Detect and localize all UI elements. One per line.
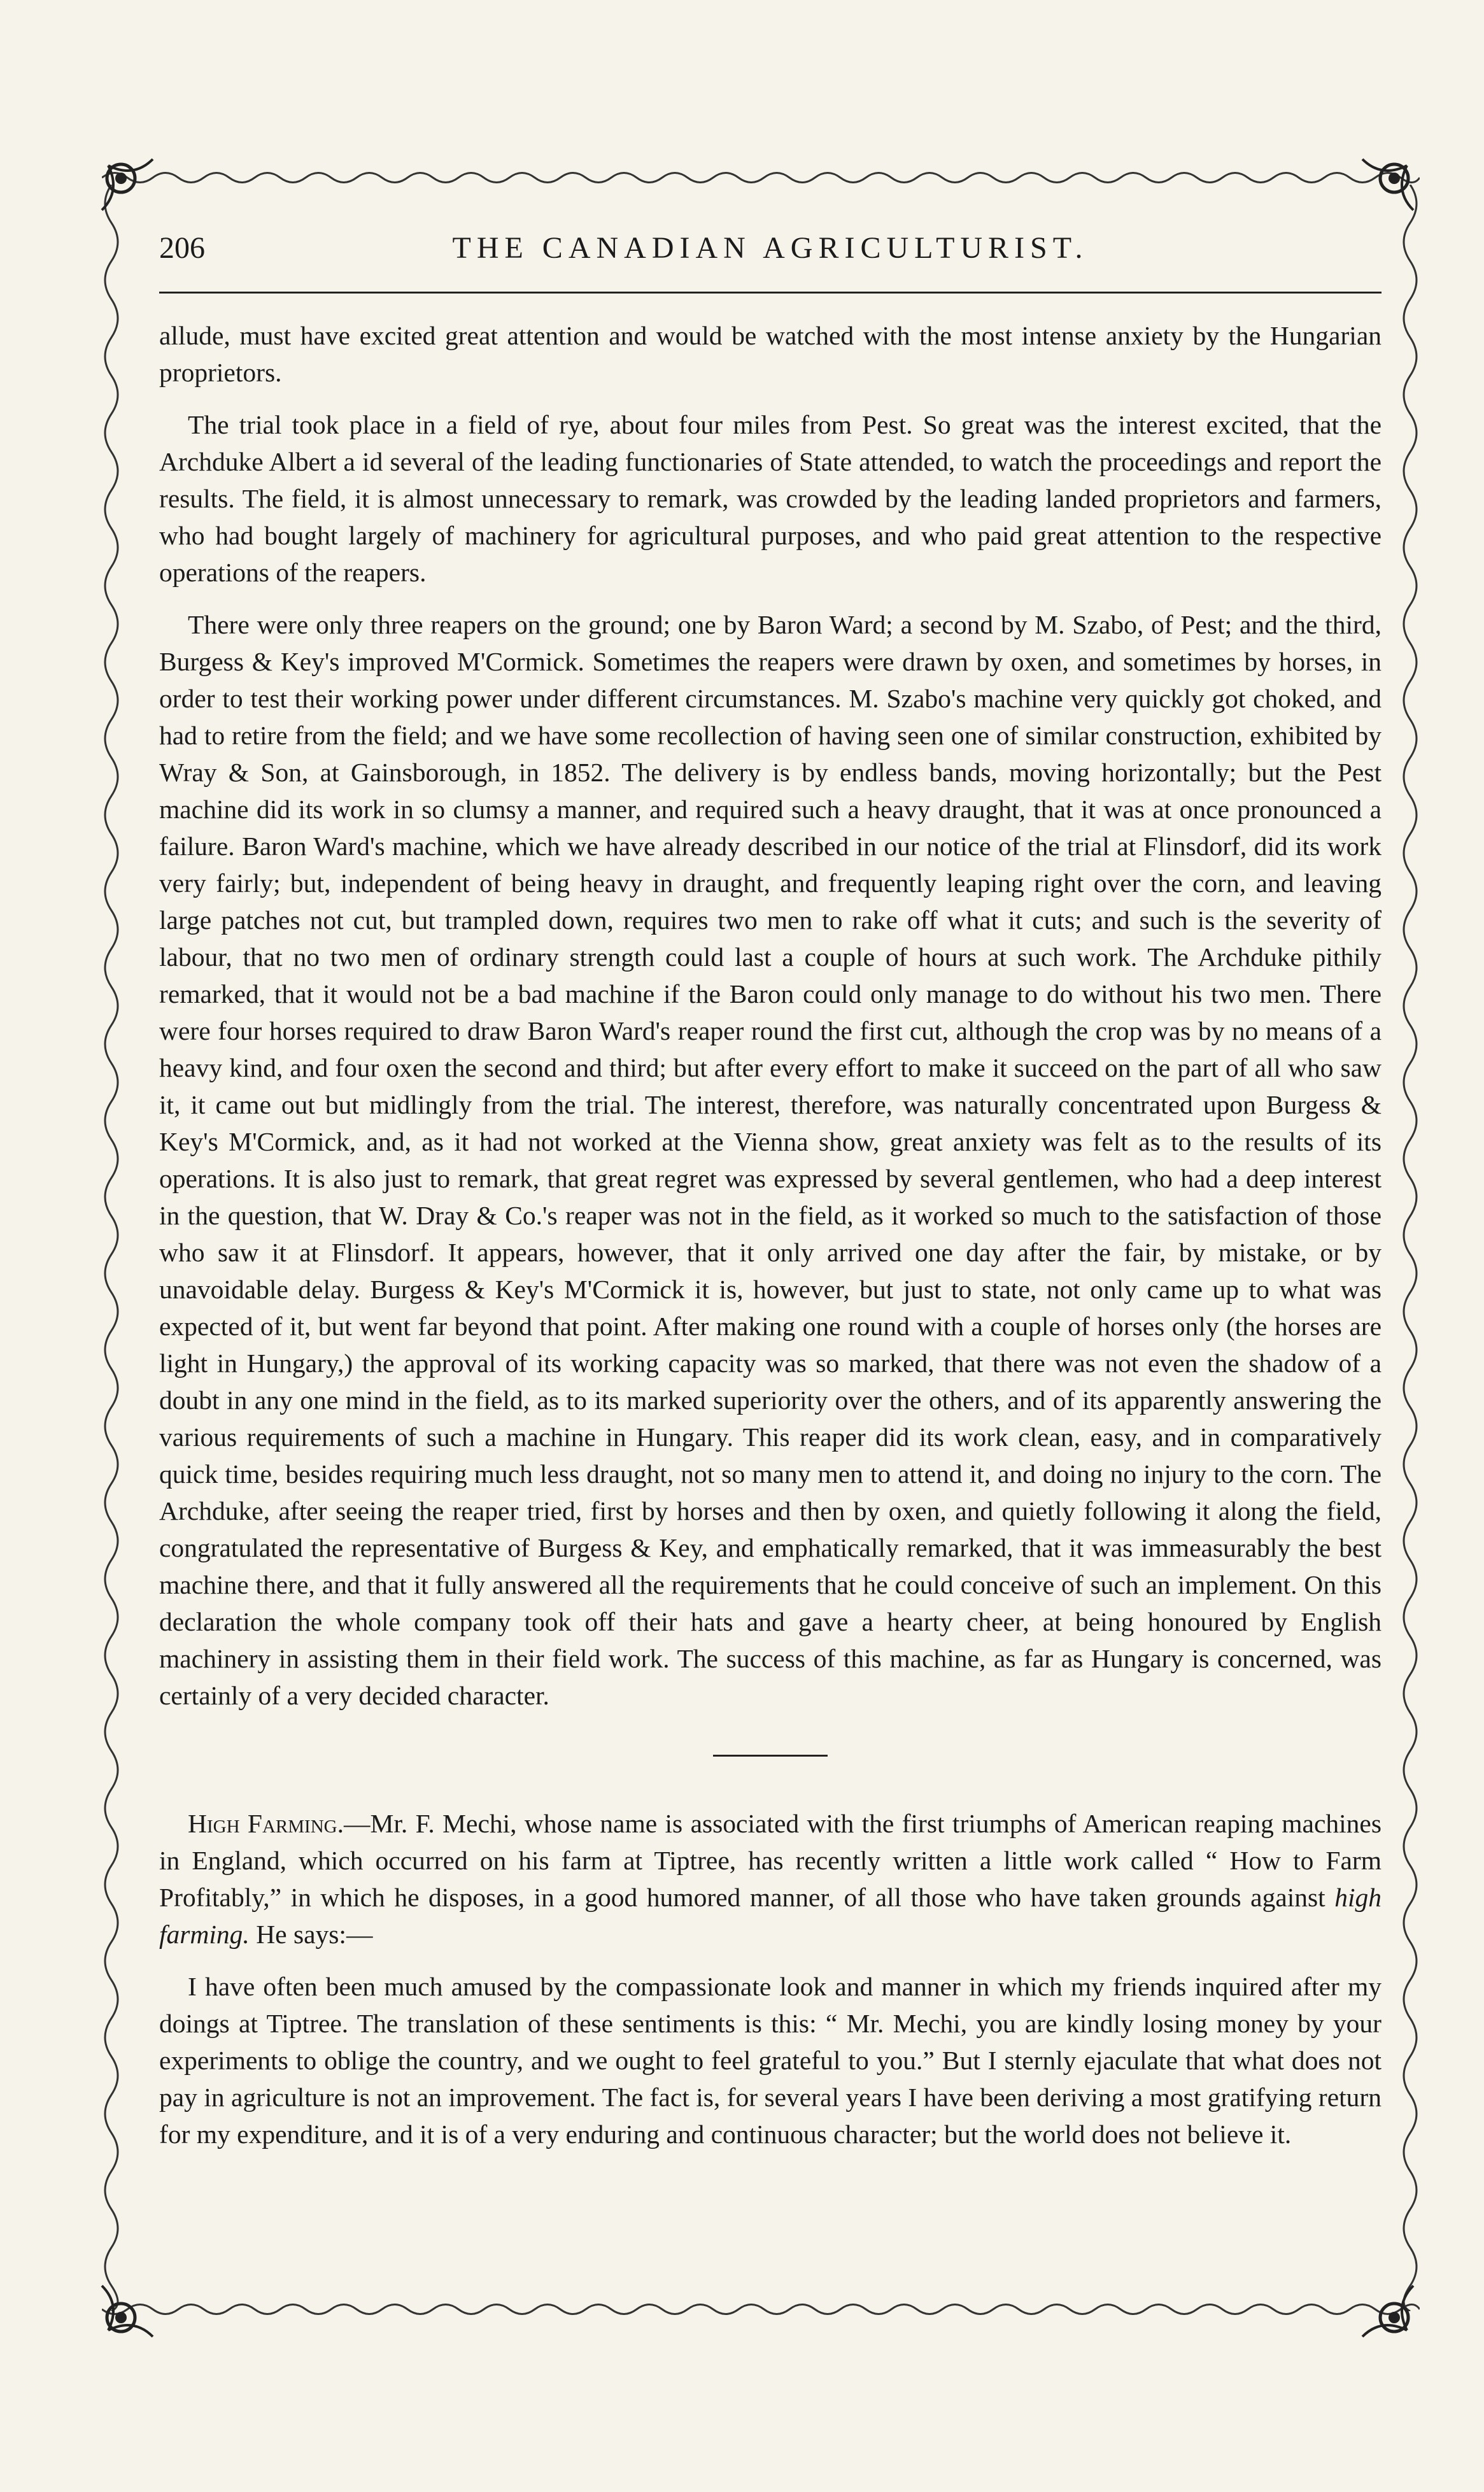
article-body [159,317,1382,2153]
running-title: THE CANADIAN AGRICULTURIST. [452,231,1089,265]
corner-flourish-bottom-left [95,2273,166,2343]
page-header [159,223,1382,274]
corner-flourish-bottom-right [1350,2273,1420,2343]
corner-flourish-top-right [1350,153,1420,223]
high-farming-italic: high farming. [159,1883,1382,1949]
paragraph-reapers: There were only three reapers on the ground; one by Baron Ward; a second by M. Szabo, of Pest; and the third, Burgess & Key's improved M'Cormick. Sometimes the reapers were drawn by oxen, and sometimes by horses, in order to test their working power under different circumstances. M. Szabo's machine very quickly got choked, and had to retire from the field; and we have some recollection of having seen one of similar construction, exhibited by Wray & Son, at Gainsborough, in 1852. The delivery is by endless bands, moving horizontally; but the Pest machine did its work in so clumsy a manner, and required such a heavy draught, that it was at once pronounced a failure. Baron Ward's machine, which we have already described in our notice of the trial at Flinsdorf, did its work very fairly; but, independent of being heavy in draught, and frequently leaping right over the corn, and leaving large patches not cut, but trampled down, requires two men to rake off what it cuts; and such is the severity of labour, that no two men of ordinary strength could last a couple of hours at such work. The Archduke pithily remarked, that it would not be a bad machine if the Baron could only manage to do without his two men. There were four horses required to draw Baron Ward's reaper round the first cut, although the crop was by no means of a heavy kind, and four oxen the second and third; but after every effort to make it succeed on the part of all who saw it, it came out but midlingly from the trial. The interest, therefore, was naturally concentrated upon Burgess & Key's M'Cormick, and, as it had not worked at the Vienna show, great anxiety was felt as to the results of its operations. It is also just to remark, that great regret was expressed by several gentlemen, who had a deep interest in the question, that W. Dray & Co.'s reaper was not in the field, as it worked so much to the satisfaction of those who saw it at Flinsdorf. It appears, however, that it only arrived one day after the fair, by mistake, or by unavoidable delay. Burgess & Key's M'Cormick it is, however, but just to state, not only came up to what was expected of it, but went far beyond that point. After making one round with a couple of horses only (the horses are light in Hungary,) the approval of its working capacity was so marked, that there was not even the shadow of a doubt in any one mind in the field, as to its marked superiority over the others, and of its apparently answering the various requirements of such a machine in Hungary. This reaper did its work clean, easy, and in comparatively quick time, besides requiring much less draught, not so many men to attend it, and doing no injury to the corn. The Archduke, after seeing the reaper tried, first by horses and then by oxen, and quietly following it along the field, congratulated the representative of Burgess & Key, and emphatically remarked, that it was immeasurably the best machine there, and that it fully answered all the requirements that he could conceive of such an implement. On this declaration the whole company took off their hats and gave a hearty cheer, at being honoured by English machinery in assisting them in their field work. The success of this machine, as far as Hungary is concerned, was certainly of a very decided character. [159,610,1382,1710]
bottom-ornament-border [102,2298,1420,2320]
right-ornament-border [1394,185,1426,2311]
page-number: 206 [159,231,205,265]
top-ornament-border [102,167,1420,188]
header-rule [159,292,1382,294]
high-farming-says: He says:— [249,1920,373,1949]
paragraph-trial: The trial took place in a field of rye, about four miles from Pest. So great was the interest excited, that the Archduke Albert a id several of the leading functionaries of State attended, to watch the proceedings and report the results. The field, it is almost unnecessary to remark, was crowded by the leading landed proprietors and farmers, who had bought largely of machinery for agricultural purposes, and who paid great attention to the respective operations of the reapers. [159,410,1382,587]
corner-flourish-top-left [95,153,166,223]
paragraph-continued: allude, must have excited great attention and would be watched with the most intense anxiety by the Hungarian proprietors. [159,321,1382,387]
high-farming-text: —Mr. F. Mechi, whose name is associated with the first triumphs of American reaping machines in England, which occurred on his farm at Tiptree, has recently written a little work called “ How to Farm Profitably,” in which he disposes, in a good humored manner, of all those who have taken grounds against [159,1809,1382,1912]
section-divider [713,1755,828,1757]
paragraph-high-farming [159,1805,1382,1953]
paragraph-quotation: I have often been much amused by the compassionate look and manner in which my friends inquired after my doings at Tiptree. The translation of these sentiments is this: “ Mr. Mechi, you are kindly losing money by your experiments to oblige the country, and we ought to feel grateful to you.” But I sternly ejaculate that what does not pay in agriculture is not an improvement. The fact is, for several years I have been deriving a most gratifying return for my expenditure, and it is of a very enduring and continuous character; but the world does not believe it. [159,1972,1382,2149]
section-heading: High Farming. [188,1809,344,1838]
left-ornament-border [95,185,127,2311]
